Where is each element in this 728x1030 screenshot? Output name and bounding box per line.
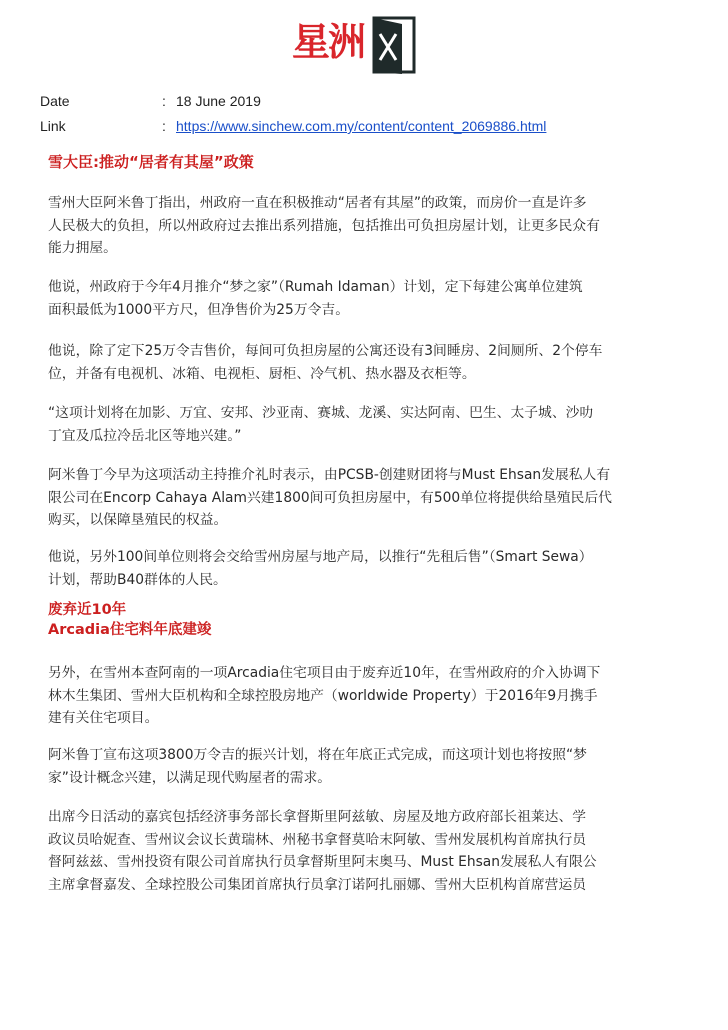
- paragraph-line: 面积最低为1000平方尺，但净售价为25万令吉。: [48, 301, 350, 318]
- paragraph-line: 家”设计概念兴建，以满足现代购屋者的需求。: [48, 769, 332, 786]
- subhead-1: 废弃近10年: [48, 602, 127, 618]
- paragraph-line: 雪州大臣阿米鲁丁指出，州政府一直在积极推动“居者有其屋”的政策，而房价一直是许多: [48, 195, 587, 211]
- logo-box-icon: [372, 16, 418, 74]
- article-link[interactable]: https://www.sinchew.com.my/content/content_2069886.html: [176, 118, 547, 134]
- paragraph-line: 阿米鲁丁今早为这项活动主持推介礼时表示，由PCSB-创建财团将与Must Ehsan发展私人有: [48, 467, 611, 483]
- date-colon: :: [162, 93, 166, 109]
- paragraph-line: 他说，州政府于今年4月推介“梦之家”（Rumah Idaman）计划，定下每建公寓单位建筑: [48, 279, 583, 295]
- paragraph-line: 政议员哈妮查、雪州议会议长黄瑞林、州秘书拿督莫哈末阿敏、雪州发展机构首席执行员: [48, 831, 587, 848]
- paragraph-line: 主席拿督嘉发、全球控股公司集团首席执行员拿汀诺阿扎丽娜、雪州大臣机构首席营运员: [48, 876, 587, 893]
- paragraph-line: 限公司在Encorp Cahaya Alam兴建1800间可负担房屋中，有500单位将提供给垦殖民后代: [48, 489, 612, 506]
- paragraph-line: 阿米鲁丁宣布这项3800万令吉的振兴计划，将在年底正式完成，而这项计划也将按照“梦: [48, 747, 587, 763]
- paragraph-line: 购买，以保障垦殖民的权益。: [48, 512, 228, 528]
- link-colon: :: [162, 118, 166, 134]
- paragraph-2: [48, 276, 640, 321]
- paragraph-line: 另外，在雪州本查阿南的一项Arcadia住宅项目由于废弃近10年，在雪州政府的介入协调下: [48, 665, 601, 681]
- paragraph-line: 计划，帮助B40群体的人民。: [48, 571, 227, 588]
- paragraph-line: 建有关住宅项目。: [48, 710, 159, 726]
- link-label: Link: [40, 118, 66, 134]
- article-headline: 雪大臣:推动“居者有其屋”政策: [48, 153, 254, 171]
- paragraph-line: 出席今日活动的嘉宾包括经济事务部长拿督斯里阿兹敏、房屋及地方政府部长祖莱达、学: [48, 809, 587, 825]
- paragraph-line: “这项计划将在加影、万宜、安邦、沙亚南、赛城、龙溪、实达阿南、巴生、太子城、沙叻: [48, 405, 594, 421]
- paragraph-line: 林木生集团、雪州大臣机构和全球控股房地产（worldwide Property）于2016年9月携手: [48, 687, 598, 704]
- paragraph-line: 丁宜及瓜拉冷岳北区等地兴建。”: [48, 427, 242, 444]
- paragraph-line: 位，并备有电视机、冰箱、电视柜、厨柜、冷气机、热水器及衣柜等。: [48, 365, 476, 382]
- logo-text: 星洲: [292, 19, 365, 64]
- paragraph-8: [48, 744, 640, 789]
- paragraph-line: 能力拥屋。: [48, 240, 117, 256]
- paragraph-line: 人民极大的负担，所以州政府过去推出系列措施，包括推出可负担房屋计划，让更多民众有: [48, 217, 600, 234]
- paragraph-line: 他说，除了定下25万令吉售价，每间可负担房屋的公寓还设有3间睡房、2间厕所、2个停车: [48, 343, 603, 359]
- date-label: Date: [40, 93, 70, 109]
- paragraph-4: [48, 402, 640, 447]
- subhead-2: Arcadia住宅料年底建竣: [48, 622, 212, 638]
- paragraph-5: [48, 464, 640, 532]
- date-value: 18 June 2019: [176, 93, 261, 109]
- paragraph-7: [48, 662, 640, 730]
- paragraph-line: 他说，另外100间单位则将会交给雪州房屋与地产局，以推行“先租后售”（Smart Sewa）: [48, 549, 593, 565]
- paragraph-1: [48, 192, 640, 260]
- sinchew-logo: [292, 12, 422, 78]
- paragraph-6: [48, 546, 640, 591]
- paragraph-3: [48, 340, 640, 385]
- paragraph-line: 督阿兹兹、雪州投资有限公司首席执行员拿督斯里阿末奥马、Must Ehsan发展私人有限公: [48, 854, 597, 870]
- paragraph-9: [48, 806, 640, 896]
